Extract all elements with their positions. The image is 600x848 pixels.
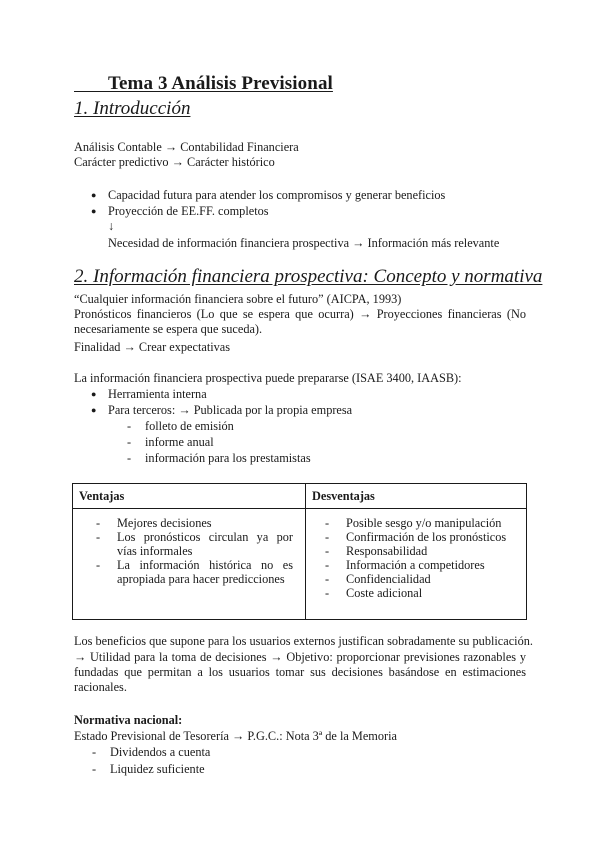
sub-item-1: folleto de emisión (145, 419, 234, 433)
bullet-dot: ● (91, 190, 97, 200)
intro-bullet-1: Capacidad futura para atender los compromisos y generar beneficios (108, 188, 446, 202)
pros-cons-table (72, 483, 527, 620)
national-item-1: Dividendos a cuenta (110, 745, 211, 759)
preparation-line: La información financiera prospectiva puede prepararse (ISAE 3400, IAASB): (74, 371, 462, 385)
document-title: Tema 3 Análisis Previsional (74, 73, 333, 95)
national-line: Estado Previsional de Tesorería → P.G.C.: Nota 3ª de la Memoria (74, 729, 397, 743)
disadvantages-cell (306, 509, 527, 620)
dash-marker: - (92, 745, 97, 759)
national-heading: Normativa nacional: (74, 713, 183, 727)
intro-line-1: Análisis Contable → Contabilidad Financiera (74, 140, 299, 154)
forecasts-paragraph: Pronósticos financieros (Lo que se espera que ocurra) → Proyecciones financieras (No necesariamente se espera que suceda). (74, 307, 526, 336)
list-item: - Mejores decisiones (96, 516, 293, 530)
list-item: - Información a competidores (325, 558, 525, 572)
list-item: - Confirmación de los pronósticos (325, 530, 525, 544)
intro-line-2: Carácter predictivo → Carácter histórico (74, 155, 275, 169)
list-item: - Los pronósticos circulan ya por vías informales (96, 530, 293, 558)
list-item: - Coste adicional (325, 586, 525, 600)
disadvantages-list (325, 516, 525, 600)
bullet-dot: ● (91, 389, 97, 399)
bullet-dot: ● (91, 206, 97, 216)
advantages-list (96, 516, 293, 586)
purpose-line: Finalidad → Crear expectativas (74, 340, 231, 354)
dash-marker: - (127, 451, 132, 465)
section-1-heading: 1. Introducción (74, 98, 191, 119)
table-header-disadvantages: Desventajas (306, 484, 527, 509)
list-item: - Posible sesgo y/o manipulación (325, 516, 525, 530)
advantages-cell (73, 509, 306, 620)
table-header-advantages: Ventajas (73, 484, 306, 509)
prep-bullet-2: Para terceros: → Publicada por la propia empresa (108, 403, 353, 417)
title-underline-pad (74, 73, 108, 92)
benefits-line: Los beneficios que supone para los usuarios externos justifican sobradamente su publicación. (74, 634, 533, 648)
section-2-heading: 2. Información financiera prospectiva: Concepto y normativa (74, 266, 543, 287)
intro-need-line: Necesidad de información financiera prospectiva → Información más relevante (108, 236, 500, 250)
sub-item-3: información para los prestamistas (145, 451, 311, 465)
list-item: - Confidencialidad (325, 572, 525, 586)
national-item-2: Liquidez suficiente (110, 762, 205, 776)
dash-marker: - (127, 435, 132, 449)
prep-bullet-1: Herramienta interna (108, 387, 207, 401)
intro-bullet-2: Proyección de EE.FF. completos (108, 204, 269, 218)
list-item: - La información histórica no es apropiada para hacer predicciones (96, 558, 293, 586)
utility-paragraph: → Utilidad para la toma de decisiones → Objetivo: proporcionar previsiones razonables y fundadas que permitan a los usuarios tomar sus decisiones basándose en estimaciones racionales. (74, 650, 526, 694)
sub-item-2: informe anual (145, 435, 214, 449)
list-item: - Responsabilidad (325, 544, 525, 558)
down-arrow: ↓ (108, 219, 115, 233)
dash-marker: - (92, 762, 97, 776)
aicpa-quote: “Cualquier información financiera sobre el futuro” (AICPA, 1993) (74, 292, 402, 306)
bullet-dot: ● (91, 405, 97, 415)
dash-marker: - (127, 419, 132, 433)
